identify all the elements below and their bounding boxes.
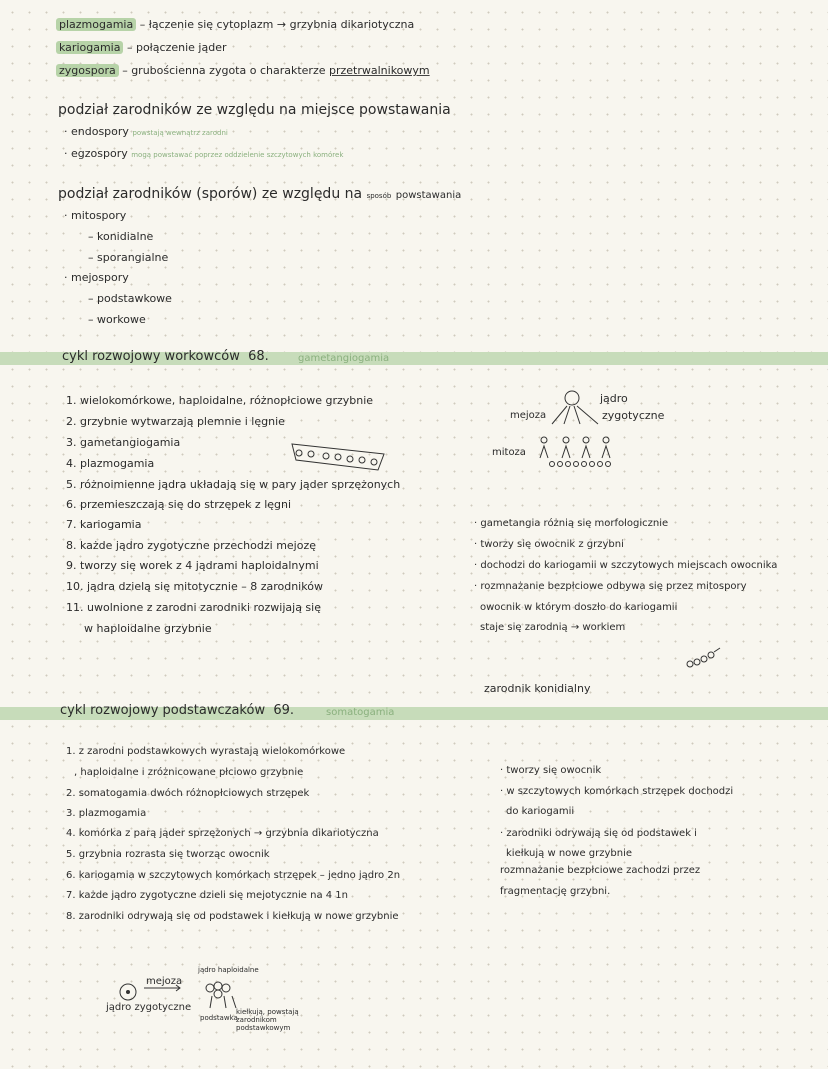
list1-item: 5. różnoimienne jądra układają się w pary jąder sprzężonych (66, 478, 401, 491)
notes1-item: · gametangia różnią się morfologicznie (474, 518, 669, 529)
glossary-line-3 (56, 64, 430, 77)
list1-item: w haploidalne grzybnie (84, 622, 212, 635)
notes2-item: do kariogamii (506, 806, 575, 817)
list2-item: 3. plazmogamia (66, 808, 147, 819)
mejo-sub-label: podstawkowe (97, 292, 172, 305)
notes2-item: rozmnażanie bezpłciowe zachodzi przez (500, 865, 701, 876)
list2-item: 6. kariogamia w szczytowych komórkach strzępek – jedno jądro 2n (66, 870, 401, 881)
section1-item-1: · endospory powstają wewnątrz zarodni (64, 125, 228, 138)
section2-title-end: powstawania (395, 190, 462, 201)
notes1-item: staje się zarodnią → workiem (480, 622, 626, 633)
band2-num: 69. (273, 703, 295, 718)
mito-sub-1: – konidialne (88, 230, 154, 243)
item-label: egzospory (71, 147, 128, 160)
band1-num: 68. (248, 349, 269, 364)
notes1-item: · rozmnażanie bezpłciowe odbywa się przez mitospory (474, 581, 747, 592)
list1-item: 1. wielokomórkowe, haploidalne, różnopłciowe grzybnie (66, 394, 374, 407)
label-zygotyczne: zygotyczne (602, 409, 665, 422)
glossary-line-2 (56, 41, 227, 54)
label-jadro-zygotyczne: jądro zygotyczne (106, 1002, 192, 1013)
notes2-item: · zarodniki odrywają się od podstawek i (500, 828, 697, 839)
label-mejoza: mejoza (510, 410, 547, 421)
list1-item: 8. każde jądro zygotyczne przechodzi mejozę (66, 539, 317, 552)
def-zygospora-underlined: przetrwalnikowym (328, 64, 430, 77)
mejo-sub-2: – workowe (88, 313, 146, 326)
section1-title: podział zarodników ze względu na miejsce powstawania (58, 102, 451, 118)
mitospory: · mitospory (64, 209, 127, 222)
notes2-item: · tworzy się owocnik (500, 765, 602, 776)
zarodnik-label: zarodnik konidialny (484, 682, 591, 695)
list1-item: 3. gametangiogamia (66, 436, 181, 449)
meiosis-tree-icon (540, 390, 650, 470)
term-kariogamia: kariogamia (56, 41, 123, 54)
label-kielkuja: kiełkują, powstają zarodnikom podstawkowym (236, 1008, 299, 1032)
mejo-sub-label: workowe (97, 313, 146, 326)
section2-title-small: sposób (366, 192, 392, 200)
def-kariogamia: – połączenie jąder (126, 41, 227, 54)
mejospory: · mejospory (64, 271, 129, 284)
band2-tag: somatogamia (326, 707, 395, 718)
notes2-item: kiełkują w nowe grzybnie (506, 848, 633, 859)
glossary-line-1 (56, 18, 414, 31)
band1-tag: gametangiogamia (298, 353, 390, 364)
list2-item: 8. zarodniki odrywają się od podstawek i kiełkują w nowe grzybnie (66, 911, 399, 922)
band2-title-text: cykl rozwojowy podstawczaków (60, 703, 266, 718)
notes2-item: · w szczytowych komórkach strzępek dochodzi (500, 786, 734, 797)
mejo-sub-1: – podstawkowe (88, 292, 172, 305)
section1-item-2: · egzospory mogą powstawać poprzez oddzielenie szczytowych komórek (64, 147, 344, 160)
notes1-item: · dochodzi do kariogamii w szczytowych miejscach owocnika (474, 560, 778, 571)
def-zygospora: – grubościenna zygota o charakterze (122, 64, 326, 77)
mito-sub-2: – sporangialne (88, 251, 169, 264)
mito-sub-label: sporangialne (97, 251, 169, 264)
list1-item: 9. tworzy się worek z 4 jądrami haploidalnymi (66, 559, 319, 572)
list1-item: 4. plazmogamia (66, 457, 155, 470)
band1-title-text: cykl rozwojowy workowców (62, 349, 240, 364)
term-plazmogamia: plazmogamia (56, 18, 136, 31)
list1-item: 6. przemieszczają się do strzępek z lęgni (66, 498, 292, 511)
list1-item: 2. grzybnie wytwarzają plemnie i lęgnie (66, 415, 285, 428)
term-zygospora: zygospora (56, 64, 119, 77)
list1-item: 7. kariogamia (66, 518, 142, 531)
conidia-sketch-icon (686, 646, 726, 670)
label-mitoza: mitoza (492, 447, 526, 458)
list2-item: 1. z zarodni podstawkowych wyrastają wielokomórkowe (66, 746, 346, 757)
label-jadro: jądro (600, 392, 628, 405)
list2-item: 7. każde jądro zygotyczne dzieli się mejotycznie na 4 1n (66, 890, 349, 901)
list2-item: 5. grzybnia rozrasta się tworząc owocnik (66, 849, 270, 860)
ascus-sketch-icon (290, 440, 390, 476)
list1-item: 10. jądra dzielą się mitotycznie – 8 zarodników (66, 580, 323, 593)
notes1-item: · tworzy się owocnik z grzybni (474, 539, 624, 550)
list2-item: , haploidalne i zróżnicowane płciowo grzybnie (74, 767, 304, 778)
notes1-item: owocnik w którym doszło do kariogamii (480, 602, 678, 613)
list2-item: 4. komórka z parą jąder sprzężonych → grzybnia dikariotyczna (66, 828, 379, 839)
item-note: mogą powstawać poprzez oddzielenie szczytowych komórek (131, 151, 344, 159)
band2-title (60, 703, 294, 718)
section2-title (58, 186, 461, 202)
list2-item: 2. somatogamia dwóch różnopłciowych strzępek (66, 788, 310, 799)
label-jadro-haploidalne: jądro haploidalne (198, 966, 259, 974)
mitospory-label: mitospory (71, 209, 127, 222)
list1-item: 11. uwolnione z zarodni zarodniki rozwijają się (66, 601, 321, 614)
mito-sub-label: konidialne (97, 230, 154, 243)
label-mejoza-2: mejoza (146, 976, 183, 987)
notes2-item: fragmentację grzybni. (500, 886, 611, 897)
label-podstawka: podstawka (200, 1014, 238, 1022)
def-plazmogamia: – łączenie się cytoplazm → grzybnia dikariotyczna (139, 18, 415, 31)
band1-title (62, 349, 269, 364)
section2-title-main: podział zarodników (sporów) ze względu na (58, 186, 363, 202)
item-label: endospory (71, 125, 129, 138)
item-note: powstają wewnątrz zarodni (132, 129, 228, 137)
mejospory-label: mejospory (71, 271, 129, 284)
